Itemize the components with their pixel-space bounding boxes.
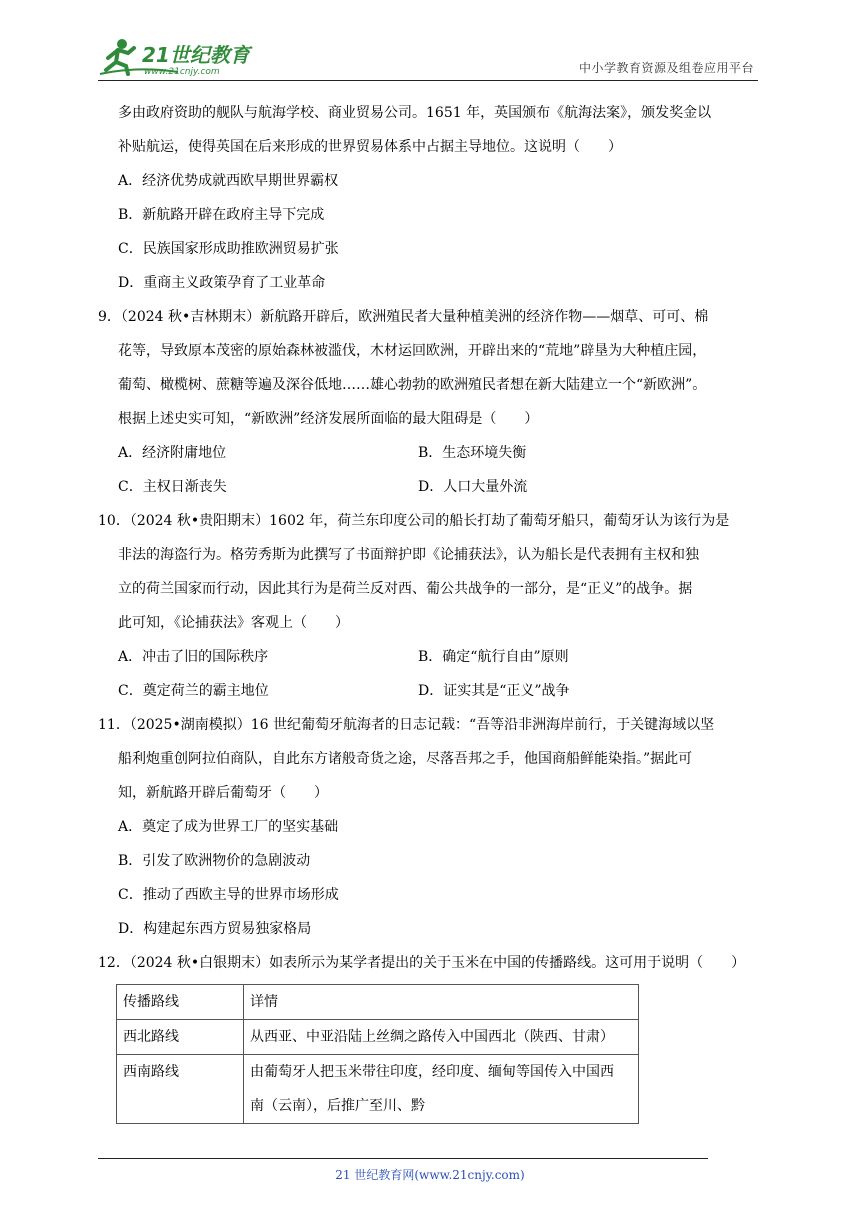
option-a: A．冲击了旧的国际秩序 <box>118 649 269 665</box>
option-a: A．奠定了成为世界工厂的坚实基础 <box>118 819 339 835</box>
table-header-row <box>117 985 639 1020</box>
option-a: A．经济附庸地位 <box>118 445 227 461</box>
question-12-stem: 12．（2024 秋•白银期末）如表所示为某学者提出的关于玉米在中国的传播路线。这可用于说明（ ） <box>98 955 746 971</box>
table-cell <box>244 1055 639 1124</box>
question-10-options-row <box>98 674 764 708</box>
question-10-stem: 非法的海盗行为。格劳秀斯为此撰写了书面辩护即《论捕获法》，认为船长是代表拥有主权和独 <box>118 547 699 563</box>
option-b: B．确定“航行自由”原则 <box>418 649 569 665</box>
table-header-cell: 传播路线 <box>117 985 244 1020</box>
question-11-stem: 船利炮重创阿拉伯商队，自此东方诸般奇货之途，尽落吾邦之手，他国商船鲜能染指。”据此可 <box>118 751 693 767</box>
runner-logo-icon <box>98 36 268 78</box>
logo-text: 21世纪教育 <box>142 43 250 67</box>
option-d: D．证实其是“正义”战争 <box>418 683 570 699</box>
option-b: B．生态环境失衡 <box>418 445 527 461</box>
option-c: C．奠定荷兰的霸主地位 <box>118 683 269 699</box>
platform-title: 中小学教育资源及组卷应用平台 <box>578 61 754 75</box>
option-c: C．民族国家形成助推欧洲贸易扩张 <box>118 241 339 257</box>
option-d: D．重商主义政策孕育了工业革命 <box>118 275 326 291</box>
question-9-stem: 花等，导致原本茂密的原始森林被滥伐，木材运回欧洲，开辟出来的“荒地”辟垦为大种植庄园， <box>118 343 707 359</box>
table-header-cell: 详情 <box>244 985 639 1020</box>
spread-route-table <box>116 984 639 1124</box>
question-10-stem: 立的荷兰国家而行动，因此其行为是荷兰反对西、葡公共战争的一部分，是“正义”的战争。据 <box>118 581 693 597</box>
question-11-stem: 知，新航路开辟后葡萄牙（ ） <box>118 785 328 801</box>
question-10-options-row <box>98 640 764 674</box>
question-10-stem: 此可知，《论捕获法》客观上（ ） <box>118 615 349 631</box>
question-9-stem: 葡萄、橄榄树、蔗糖等遍及深谷低地……雄心勃勃的欧洲殖民者想在新大陆建立一个“新欧洲”。 <box>118 377 707 393</box>
intro-line: 补贴航运，使得英国在后来形成的世界贸易体系中占据主导地位。这说明（ ） <box>118 139 622 155</box>
page-header <box>98 36 758 81</box>
question-9-stem: 根据上述史实可知，“新欧洲”经济发展所面临的最大阻碍是（ ） <box>118 411 539 427</box>
question-content <box>98 96 764 1124</box>
option-b: B．新航路开辟在政府主导下完成 <box>118 207 325 223</box>
site-logo[interactable] <box>98 36 268 78</box>
question-11-stem: 11．（2025•湖南模拟）16 世纪葡萄牙航海者的日志记载：“吾等沿非洲海岸前行，于关键海域以坚 <box>98 717 715 733</box>
option-c: C．主权日渐丧失 <box>118 479 227 495</box>
option-d: D．人口大量外流 <box>418 479 528 495</box>
logo-url: www.21cnjy.com <box>144 67 220 77</box>
question-9-stem: 9．（2024 秋•吉林期末）新航路开辟后，欧洲殖民者大量种植美洲的经济作物——烟草、可可、棉 <box>98 309 709 325</box>
table-cell-line: 南（云南），后推广至川、黔 <box>250 1098 425 1114</box>
page-footer[interactable]: 21 世纪教育网(www.21cnjy.com) <box>335 1168 525 1182</box>
table-row <box>117 1055 639 1124</box>
question-10-stem: 10．（2024 秋•贵阳期末）1602 年，荷兰东印度公司的船长打劫了葡萄牙船只，葡萄牙认为该行为是 <box>98 513 730 529</box>
option-b: B．引发了欧洲物价的急剧波动 <box>118 853 311 869</box>
footer-divider <box>98 1158 708 1159</box>
question-9-options-row <box>98 470 764 504</box>
table-cell: 西北路线 <box>117 1020 244 1055</box>
table-cell: 西南路线 <box>117 1055 244 1124</box>
option-a: A．经济优势成就西欧早期世界霸权 <box>118 173 339 189</box>
intro-line: 多由政府资助的舰队与航海学校、商业贸易公司。1651 年，英国颁布《航海法案》，颁发奖金以 <box>118 105 712 121</box>
table-cell: 从西亚、中亚沿陆上丝绸之路传入中国西北（陕西、甘肃） <box>244 1020 639 1055</box>
option-d: D．构建起东西方贸易独家格局 <box>118 921 312 937</box>
table-cell-line: 由葡萄牙人把玉米带往印度，经印度、缅甸等国传入中国西 <box>250 1064 614 1080</box>
question-9-options-row <box>98 436 764 470</box>
option-c: C．推动了西欧主导的世界市场形成 <box>118 887 339 903</box>
table-row <box>117 1020 639 1055</box>
